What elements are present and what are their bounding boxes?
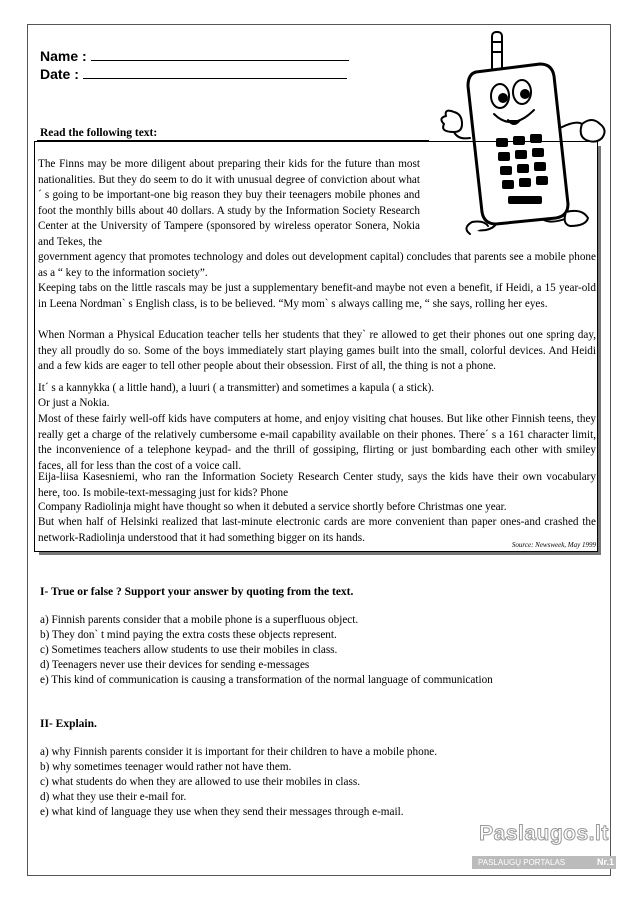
box-shadow-right [598,146,601,555]
date-field [40,66,347,82]
section1-item: e) This kind of communication is causing a transformation of the normal language of communication [40,674,493,686]
section1-item: c) Sometimes teachers allow students to use their mobiles in class. [40,644,338,656]
reading-paragraph-2: government agency that promotes technology and doles out development capital) concludes that parents see a mobile phone as a “ key to the information society”. [38,251,596,279]
section1-item: a) Finnish parents consider that a mobile phone is a superfluous object. [40,614,359,626]
watermark-badge: Nr.1 [596,857,614,867]
date-label: Date : [40,66,79,82]
watermark-title: Paslaugos.lt [479,822,609,845]
date-blank-line [83,66,347,79]
section1-item: b) They don` t mind paying the extra costs these objects represent. [40,629,337,641]
watermark-subtitle: PASLAUGŲ PORTALAS [478,858,566,867]
source-citation: Source: Newsweek, May 1999 [511,541,596,549]
section2-item: b) why sometimes teenager would rather not have them. [40,761,292,773]
section1-item: d) Teenagers never use their devices for sending e-messages [40,659,310,671]
name-blank-line [91,48,349,61]
reading-paragraph-1: The Finns may be more diligent about preparing their kids for the future than most nationalities. But they do seem to do it with unusual degree of conviction about what´ s going to be important-one big reason they buy their teenagers mobile phones and foot the monthly bills about 40 dollars. A study by the Information Society Research Center at the University of Tampere (sponsored by wireless operator Sonera, Nokia and Tekes, the [38,158,420,248]
section1-title: I- True or false ? Support your answer by quoting from the text. [40,586,354,598]
reading-instruction: Read the following text: [40,127,158,139]
watermark-subtitle-bar [472,856,616,869]
reading-paragraph-4: When Norman a Physical Education teacher tells her students that they` re allowed to get their phones out one spring day, they all proudly do so. Some of the boys immediately start playing games built into the small, colorful devices. And Heidi and a few kids are eager to tell other people about their obsession. First of all, the thing is not a phone. [38,329,596,373]
reading-paragraph-8: Eija-liisa Kasesniemi, who ran the Information Society Research Center study, says the kids have their own vocabulary here, too. Is mobile-text-messaging just for kids? Phone [38,471,596,499]
reading-paragraph-6: Or just a Nokia. [38,397,110,409]
section2-item: a) why Finnish parents consider it is important for their children to have a mobile phone. [40,746,438,758]
section2-item: c) what students do when they are allowed to use their mobiles in class. [40,776,361,788]
reading-paragraph-9: Company Radiolinja might have thought so when it debuted a service shortly before Christmas one year. [38,501,507,513]
section2-title: II- Explain. [40,718,97,730]
section2-item: e) what kind of language they use when they send their messages through e-mail. [40,806,404,818]
name-field [40,48,349,64]
reading-paragraph-3: Keeping tabs on the little rascals may be just a supplementary benefit-and maybe not even a benefit, if Heidi, a 15 year-old in Leena Nordman` s English class, is to be believed. “My mom` s always calling me, “ she says, rolling her eyes. [38,282,596,310]
name-label: Name : [40,48,87,64]
section2-item: d) what they use their e-mail for. [40,791,187,803]
box-shadow-bottom [39,552,601,555]
watermark-logo [470,822,618,874]
reading-paragraph-10: But when half of Helsinki realized that last-minute electronic cards are more convenient than paper ones-and crashed the network-Radiolinja understood that it had something bigger on its hands. [38,516,596,544]
reading-paragraph-7: Most of these fairly well-off kids have computers at home, and enjoy visiting chat houses. But like other Finnish teens, they really get a charge of the relatively cumbersome e-mail capability available on their phones. There´ s a 161 character limit, the inconvenience of a telephone keypad- and the thrill of gossiping, flirting or just bombarding each other with smiley faces, all for less than the cost of a voice call. [38,413,596,472]
reading-paragraph-5: It´ s a kannykka ( a little hand), a luuri ( a transmitter) and sometimes a kapula ( a stick). [38,382,435,394]
